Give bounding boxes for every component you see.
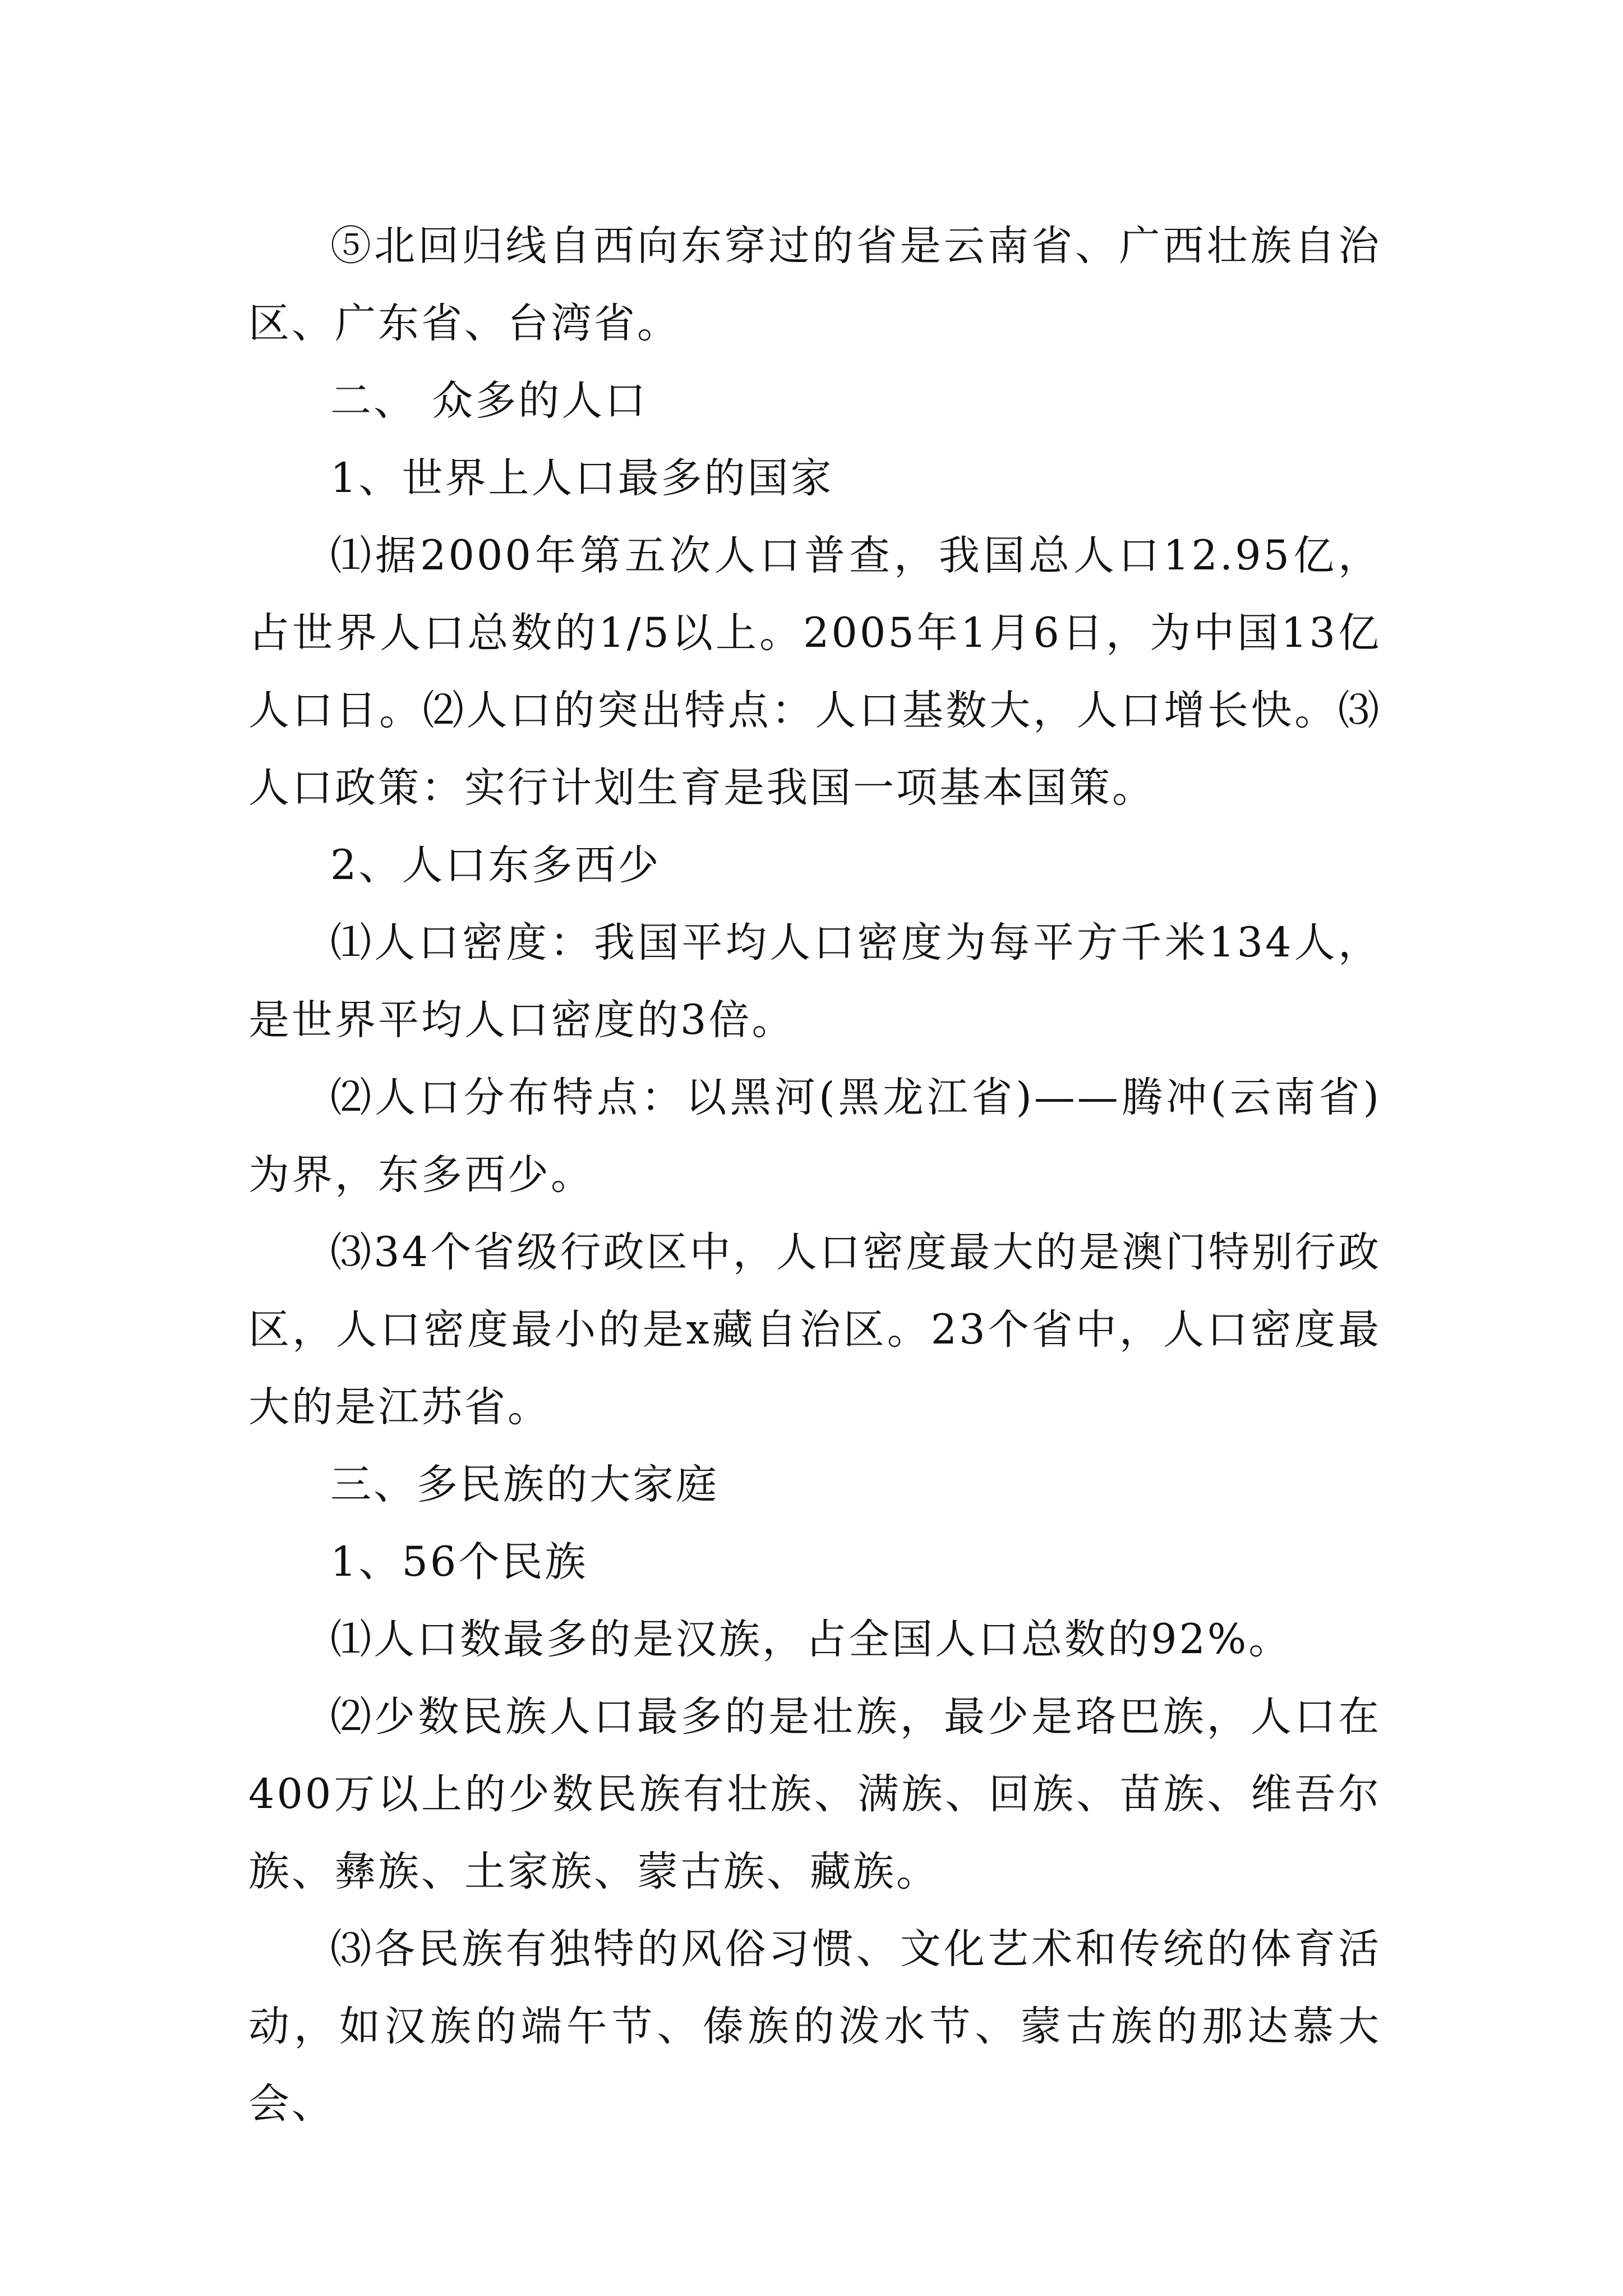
paragraph-customs: ⑶各民族有独特的风俗习惯、文化艺术和传统的体育活动，如汉族的端午节、傣族的泼水节、蒙古族的那达慕大会、 <box>248 1925 1381 2128</box>
paragraph-density: ⑴人口密度：我国平均人口密度为每平方千米134人，是世界平均人口密度的3倍。 <box>248 919 1381 1044</box>
paragraph-census: ⑴据2000年第五次人口普查，我国总人口12.95亿，占世界人口总数的1/5以上。2005年1月6日，为中国13亿人口日。⑵人口的突出特点：人口基数大，人口增长快。⑶人口政策：实行计划生育是我国一项基本国策。 <box>248 532 1381 812</box>
subheading-east-west: 2、人口东多西少 <box>330 841 661 889</box>
paragraph-distribution: ⑵人口分布特点：以黑河(黑龙江省)——腾冲(云南省)为界，东多西少。 <box>248 1074 1381 1199</box>
section-heading-ethnic-groups: 三、多民族的大家庭 <box>330 1461 719 1508</box>
paragraph-provincial-density: ⑶34个省级行政区中，人口密度最大的是澳门特别行政区，人口密度最小的是x藏自治区。23个省中，人口密度最大的是江苏省。 <box>248 1228 1381 1431</box>
subheading-most-populous: 1、世界上人口最多的国家 <box>330 454 834 502</box>
paragraph-minorities: ⑵少数民族人口最多的是壮族，最少是珞巴族，人口在400万以上的少数民族有壮族、满族、回族、苗族、维吾尔族、彝族、土家族、蒙古族、藏族。 <box>248 1693 1381 1895</box>
document-body <box>248 208 1381 2143</box>
section-heading-population: 二、 众多的人口 <box>330 377 648 425</box>
paragraph-tropic-provinces: ⑤北回归线自西向东穿过的省是云南省、广西壮族自治区、广东省、台湾省。 <box>248 222 1381 347</box>
subheading-56-groups: 1、56个民族 <box>330 1538 588 1586</box>
paragraph-han: ⑴人口数最多的是汉族，占全国人口总数的92%。 <box>330 1616 1292 1663</box>
